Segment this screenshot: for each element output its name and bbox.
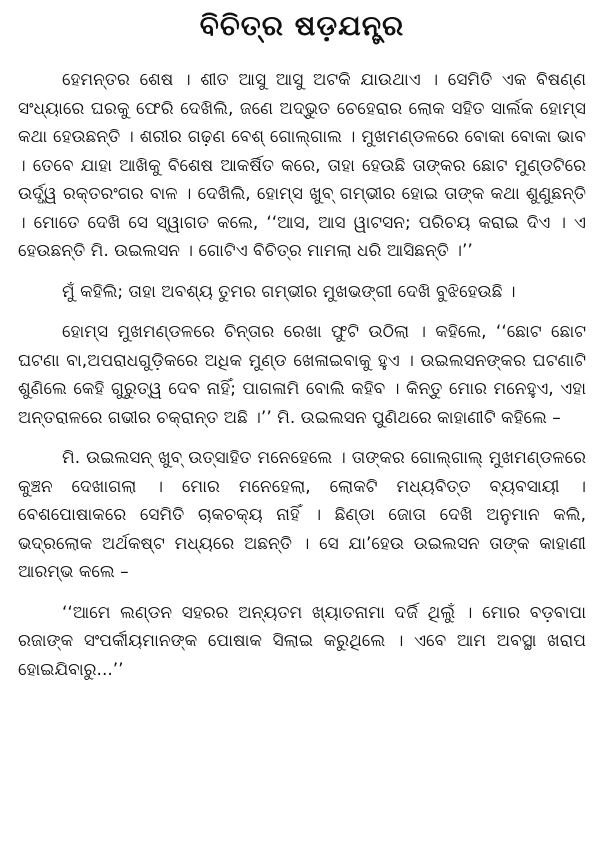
paragraph-reply: ମୁଁ କହିଲି; ତାହା ଅବଶ୍ୟ ତୁମର ଗମ୍ଭୀର ମୁଖଭଙ୍ଗୀ ଦେଖି ବୁଝିହେଉଛି । — [62, 281, 516, 302]
paragraph-opening: ହେମନ୍ତର ଶେଷ । ଶୀତ ଆସୁ ଆସୁ ଅଟକି ଯାଉଥାଏ । ସେମିତି ଏକ ବିଷଣ୍ଣ ସଂଧ୍ୟାରେ ଘରକୁ ଫେରି ଦେଖିଲି, ଜଣେ ଅଦ୍ଭୁତ ଚେହେରାର ଲୋକ ସହିତ ସାର୍ଲକ ହୋମ୍ସ କଥା ହେଉଛନ୍ତି । ଶରୀର ଗଢ଼ଣ ବେଶ୍ ଗୋଲ୍‌ଗାଲ । ମୁଖମଣ୍ଡଳରେ ବୋକା ବୋକା ଭାବ । ତେବେ ଯାହା ଆଖିକୁ ବିଶେଷ ଆକର୍ଷିତ କରେ, ତାହା ହେଉଛି ତାଙ୍କର ଛୋଟ ମୁଣ୍ଡଟିରେ ଉର୍ଦ୍ଧ୍ୱ ରକ୍ତରଂଗର ବାଳ । ଦେଖିଲି, ହୋମ୍ସ ଖୁବ୍ ଗମ୍ଭୀର ହୋଇ ତାଙ୍କ କଥା ଶୁଣୁଛନ୍ତି । ମୋତେ ଦେଖି ସେ ସ୍ୱାଗତ କଲେ, ‘‘ଆସ, ଆସ ୱାଟସନ; ପରିଚୟ କରାଇ ଦିଏ । ଏ ହେଉଛନ୍ତି ମି. ଉଇଲସନ । ଗୋଟିଏ ବିଚିତ୍ର ମାମଲା ଧରି ଆସିଛନ୍ତି ।’’ — [18, 70, 586, 261]
paragraph-wilson-story: ‘‘ଆମେ ଲଣ୍ଡନ ସହରର ଅନ୍ୟତମ ଖ୍ୟାତନାମା ଦର୍ଜି ଥିଲୁଁ । ମୋର ବଡ଼ବାପା ରଜାଙ୍କ ସଂପର୍କୀୟମାନଙ୍କ ପୋଷାକ ସିଲାଇ କରୁଥିଲେ । ଏବେ ଆମ ଅବସ୍ଥା ଖରାପ ହୋଇଯିବାରୁ...’’ — [18, 602, 586, 680]
chapter-title: ବିଚିତ୍ର ଷଡ଼ଯନ୍ତ୍ର — [199, 9, 405, 42]
paragraph-wilson-description: ମି. ଉଇଲସନ୍ ଖୁବ୍ ଉତ୍ସାହିତ ମନେହେଲେ । ତାଙ୍କର ଗୋଲ୍‌ଗାଲ୍ ମୁଖମଣ୍ଡଳରେ କୁଞ୍ଚନ ଦେଖାଗଲା । ମୋର ମନେହେଲା, ଲୋକଟି ମଧ୍ୟବିତ୍ତ ବ୍ୟବସାୟୀ । ବେଶପୋଷାକରେ ସେମିତି ଚାକଚକ୍ୟ ନାହିଁ । ଛିଣ୍ଡା ଜୋତା ଦେଖି ଅନୁମାନ କଲି, ଭଦ୍ରଲୋକ ଅର୍ଥକଷ୍ଟ ମଧ୍ୟରେ ଅଛନ୍ତି । ସେ ଯା’ହେଉ ଉଇଲସନ ତାଙ୍କ କାହାଣୀ ଆରମ୍ଭ କଲେ – — [18, 448, 586, 582]
paragraph-holmes-thoughts: ହୋମ୍ସ ମୁଖମଣ୍ଡଳରେ ଚିନ୍ତାର ରେଖା ଫୁଟି ଉଠିଲା । କହିଲେ, ‘‘ଛୋଟ ଛୋଟ ଘଟଣା ବା,ଅପରାଧଗୁଡ଼ିକରେ ଅଧିକ ମୁଣ୍ଡ ଖେଳାଇବାକୁ ହୁଏ । ଉଇଲସନଙ୍କର ଘଟଣାଟି ଶୁଣିଲେ କେହି ଗୁରୁତ୍ୱ ଦେବ ନାହିଁ; ପାଗଳାମି ବୋଲି କହିବ । କିନ୍ତୁ ମୋର ମନେହୁଏ, ଏହା ଅନ୍ତରାଳରେ ଗଭୀର ଚକ୍ରାନ୍ତ ଅଛି ।’’ ମି. ଉଇଲସନ ପୁଣିଥରେ କାହାଣୀଟି କହିଲେ – — [18, 322, 586, 428]
